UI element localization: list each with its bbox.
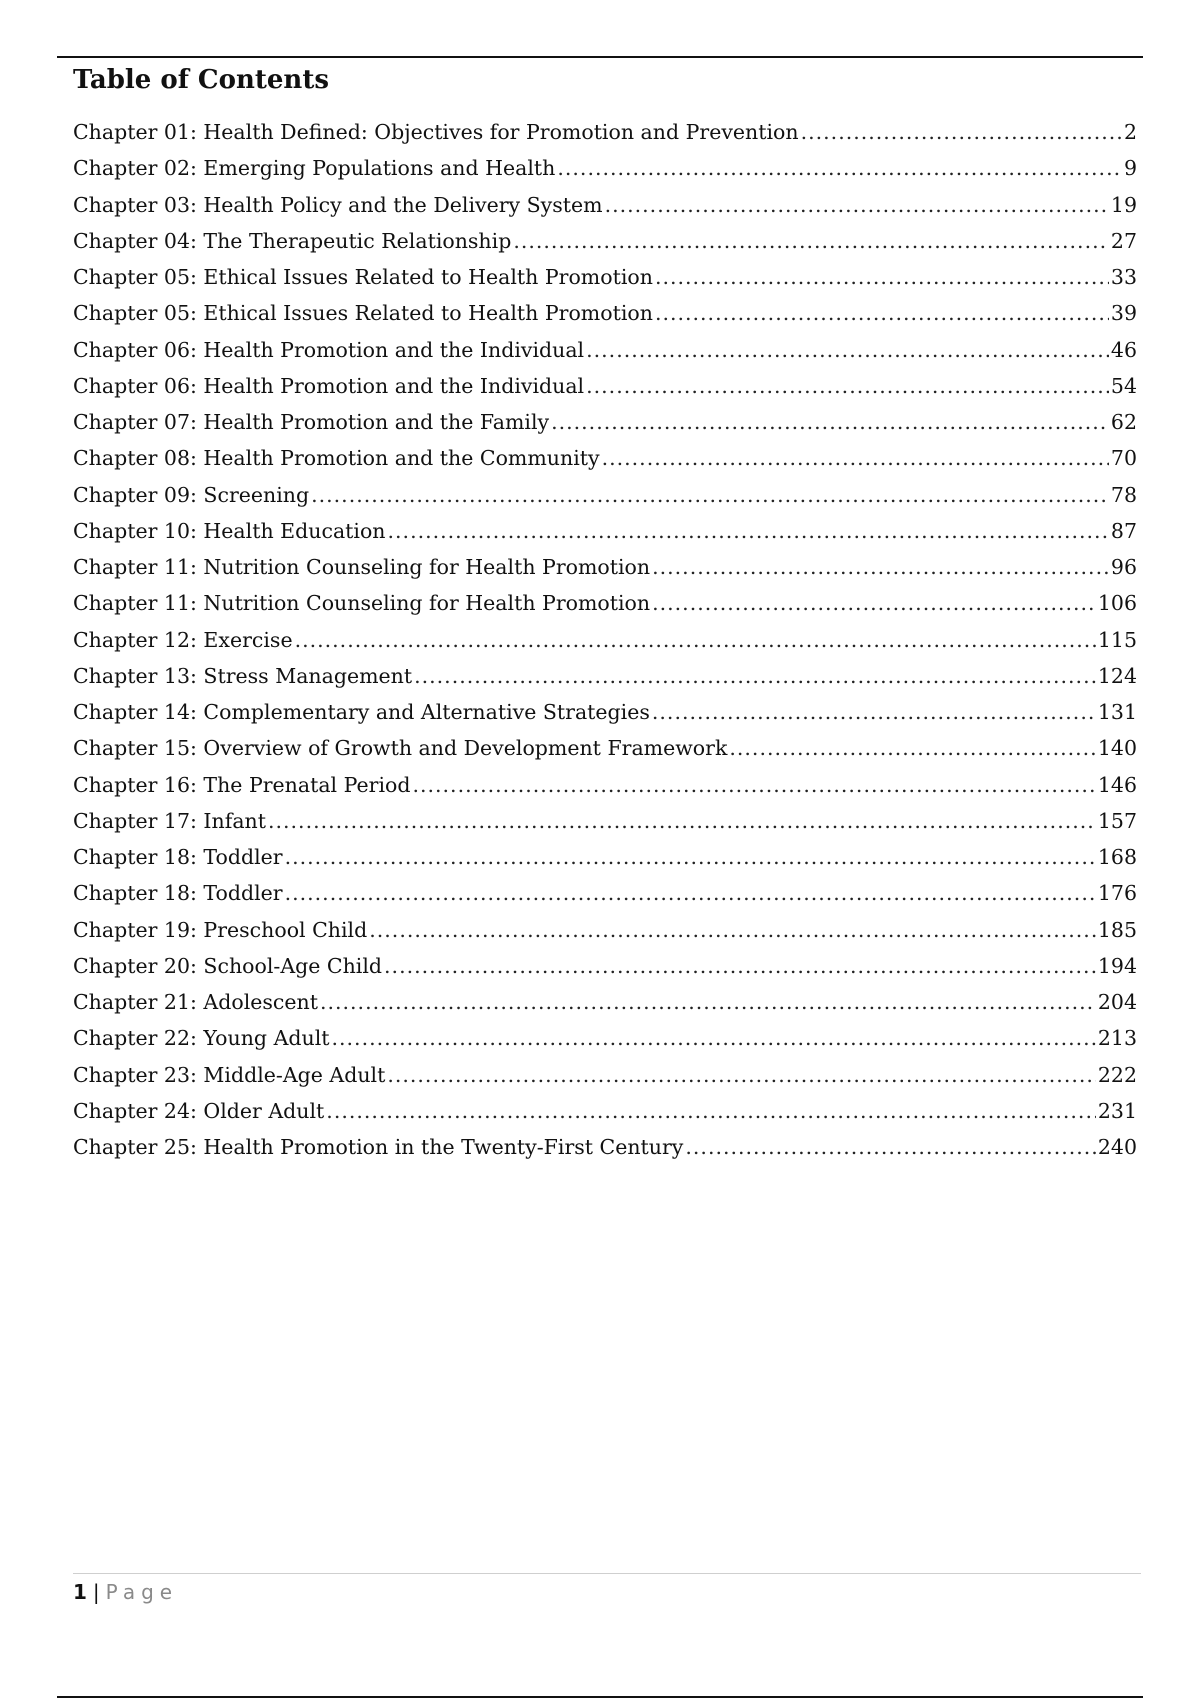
- toc-entry[interactable]: [73, 875, 1137, 911]
- toc-entry[interactable]: [73, 150, 1137, 186]
- footer-separator: |: [92, 1580, 100, 1604]
- toc-entry-title: Chapter 05: Ethical Issues Related to Health Promotion: [73, 301, 653, 326]
- toc-entry-page-number: 96: [1110, 555, 1137, 579]
- page-footer: [73, 1578, 178, 1606]
- toc-entry[interactable]: [73, 1093, 1137, 1129]
- toc-dot-leader: [602, 440, 1109, 476]
- toc-entry-page-number: 124: [1097, 663, 1137, 688]
- footer-divider: [73, 1573, 1141, 1574]
- toc-entry-page-number: 19: [1110, 192, 1137, 217]
- toc-entry-page-number: 131: [1097, 700, 1137, 724]
- toc-dot-leader: [412, 767, 1095, 803]
- toc-dot-leader: [387, 1057, 1096, 1093]
- toc-entry[interactable]: [73, 477, 1137, 513]
- toc-dot-leader: [655, 295, 1109, 331]
- toc-entry-page-number: 9: [1123, 156, 1137, 181]
- toc-entry[interactable]: [73, 1020, 1137, 1056]
- toc-entry-title: Chapter 06: Health Promotion and the Individual: [73, 373, 585, 398]
- toc-entry-page-number: 87: [1110, 518, 1137, 543]
- toc-dot-leader: [369, 912, 1096, 948]
- toc-entry-page-number: 46: [1110, 337, 1137, 362]
- toc-entry[interactable]: [73, 295, 1137, 331]
- toc-entry-page-number: 168: [1097, 845, 1137, 869]
- toc-entry-title: Chapter 23: Middle-Age Adult: [73, 1062, 386, 1087]
- toc-entry-page-number: 78: [1110, 482, 1137, 507]
- toc-entry[interactable]: [73, 658, 1137, 694]
- toc-dot-leader: [605, 187, 1109, 223]
- toc-dot-leader: [295, 622, 1096, 658]
- toc-dot-leader: [414, 658, 1096, 694]
- toc-entry[interactable]: [73, 368, 1137, 404]
- toc-dot-leader: [388, 513, 1109, 549]
- toc-entry-page-number: 140: [1097, 736, 1137, 761]
- toc-dot-leader: [332, 1020, 1096, 1056]
- toc-entry-page-number: 240: [1097, 1135, 1137, 1159]
- toc-dot-leader: [729, 730, 1095, 766]
- toc-entry-page-number: 106: [1097, 591, 1137, 616]
- toc-entry[interactable]: [73, 622, 1137, 658]
- toc-entry-title: Chapter 16: The Prenatal Period: [73, 772, 411, 797]
- toc-entry[interactable]: [73, 984, 1137, 1020]
- toc-entry[interactable]: [73, 803, 1137, 839]
- toc-entry[interactable]: [73, 1057, 1137, 1093]
- toc-entry-title: Chapter 01: Health Defined: Objectives for Promotion and Prevention: [73, 120, 799, 144]
- toc-entry-page-number: 2: [1123, 120, 1137, 144]
- toc-entry-page-number: 115: [1097, 627, 1137, 652]
- toc-dot-leader: [685, 1129, 1095, 1165]
- toc-entry-title: Chapter 17: Infant: [73, 808, 266, 833]
- toc-entry-title: Chapter 20: School-Age Child: [73, 953, 383, 978]
- toc-dot-leader: [320, 984, 1096, 1020]
- toc-entry-title: Chapter 03: Health Policy and the Delivery System: [73, 192, 603, 217]
- toc-dot-leader: [311, 477, 1109, 513]
- toc-dot-leader: [801, 114, 1122, 150]
- toc-entry[interactable]: [73, 694, 1137, 730]
- toc-entry-page-number: 222: [1097, 1062, 1137, 1087]
- toc-dot-leader: [652, 585, 1096, 621]
- toc-entry-page-number: 70: [1110, 446, 1137, 471]
- toc-entry-title: Chapter 10: Health Education: [73, 518, 386, 543]
- toc-entry-title: Chapter 06: Health Promotion and the Individual: [73, 337, 585, 362]
- toc-entry[interactable]: [73, 912, 1137, 948]
- toc-entry[interactable]: [73, 223, 1137, 259]
- toc-list: [73, 114, 1137, 1165]
- toc-entry-title: Chapter 12: Exercise: [73, 627, 293, 652]
- toc-entry-title: Chapter 21: Adolescent: [73, 990, 318, 1014]
- toc-entry[interactable]: [73, 440, 1137, 476]
- toc-entry-page-number: 176: [1097, 881, 1137, 906]
- toc-entry-page-number: 157: [1097, 808, 1137, 833]
- toc-entry-title: Chapter 18: Toddler: [73, 881, 283, 906]
- toc-entry-title: Chapter 14: Complementary and Alternative Strategies: [73, 700, 650, 724]
- toc-dot-leader: [285, 875, 1096, 911]
- toc-dot-leader: [384, 948, 1096, 984]
- bottom-border-line: [57, 1696, 1143, 1698]
- toc-entry-title: Chapter 02: Emerging Populations and Health: [73, 156, 556, 181]
- toc-entry[interactable]: [73, 948, 1137, 984]
- toc-dot-leader: [652, 694, 1096, 730]
- toc-entry-page-number: 39: [1110, 301, 1137, 326]
- toc-entry-title: Chapter 11: Nutrition Counseling for Health Promotion: [73, 555, 651, 579]
- toc-entry[interactable]: [73, 332, 1137, 368]
- toc-entry-title: Chapter 08: Health Promotion and the Community: [73, 446, 600, 471]
- toc-entry-page-number: 54: [1110, 373, 1137, 398]
- toc-entry[interactable]: [73, 187, 1137, 223]
- toc-dot-leader: [586, 368, 1109, 404]
- toc-entry-page-number: 204: [1097, 990, 1137, 1014]
- toc-dot-leader: [557, 150, 1122, 186]
- toc-title: Table of Contents: [73, 65, 329, 95]
- toc-entry-title: Chapter 15: Overview of Growth and Development Framework: [73, 736, 728, 761]
- toc-entry-page-number: 33: [1110, 265, 1137, 289]
- toc-entry-title: Chapter 24: Older Adult: [73, 1098, 325, 1123]
- toc-dot-leader: [326, 1093, 1096, 1129]
- toc-entry[interactable]: [73, 767, 1137, 803]
- toc-entry-title: Chapter 22: Young Adult: [73, 1026, 330, 1051]
- toc-dot-leader: [268, 803, 1096, 839]
- toc-entry-page-number: 231: [1097, 1098, 1137, 1123]
- toc-entry-page-number: 213: [1097, 1026, 1137, 1051]
- toc-dot-leader: [551, 404, 1109, 440]
- toc-dot-leader: [586, 332, 1109, 368]
- toc-entry[interactable]: [73, 730, 1137, 766]
- toc-dot-leader: [285, 839, 1096, 875]
- toc-entry-title: Chapter 19: Preschool Child: [73, 917, 368, 942]
- toc-entry-title: Chapter 25: Health Promotion in the Twenty-First Century: [73, 1135, 684, 1159]
- toc-entry-page-number: 27: [1110, 228, 1137, 253]
- toc-entry[interactable]: [73, 585, 1137, 621]
- toc-entry-title: Chapter 11: Nutrition Counseling for Health Promotion: [73, 591, 651, 616]
- toc-entry-page-number: 194: [1097, 953, 1137, 978]
- toc-dot-leader: [655, 259, 1109, 295]
- toc-entry[interactable]: [73, 549, 1137, 585]
- toc-entry[interactable]: [73, 404, 1137, 440]
- toc-entry[interactable]: [73, 1129, 1137, 1165]
- toc-entry-page-number: 185: [1097, 917, 1137, 942]
- toc-entry-title: Chapter 13: Stress Management: [73, 663, 413, 688]
- toc-dot-leader: [513, 223, 1109, 259]
- toc-entry-title: Chapter 04: The Therapeutic Relationship: [73, 228, 512, 253]
- toc-entry[interactable]: [73, 839, 1137, 875]
- footer-page-label: Page: [105, 1580, 179, 1604]
- top-border-line: [57, 56, 1143, 58]
- toc-entry-page-number: 62: [1110, 410, 1137, 434]
- toc-entry-title: Chapter 09: Screening: [73, 482, 310, 507]
- toc-entry-title: Chapter 05: Ethical Issues Related to Health Promotion: [73, 265, 653, 289]
- toc-dot-leader: [652, 549, 1109, 585]
- toc-entry[interactable]: [73, 114, 1137, 150]
- footer-page-number: 1: [73, 1580, 87, 1604]
- toc-entry-title: Chapter 18: Toddler: [73, 845, 283, 869]
- toc-entry-page-number: 146: [1097, 772, 1137, 797]
- toc-entry[interactable]: [73, 259, 1137, 295]
- toc-entry-title: Chapter 07: Health Promotion and the Family: [73, 410, 550, 434]
- toc-entry[interactable]: [73, 513, 1137, 549]
